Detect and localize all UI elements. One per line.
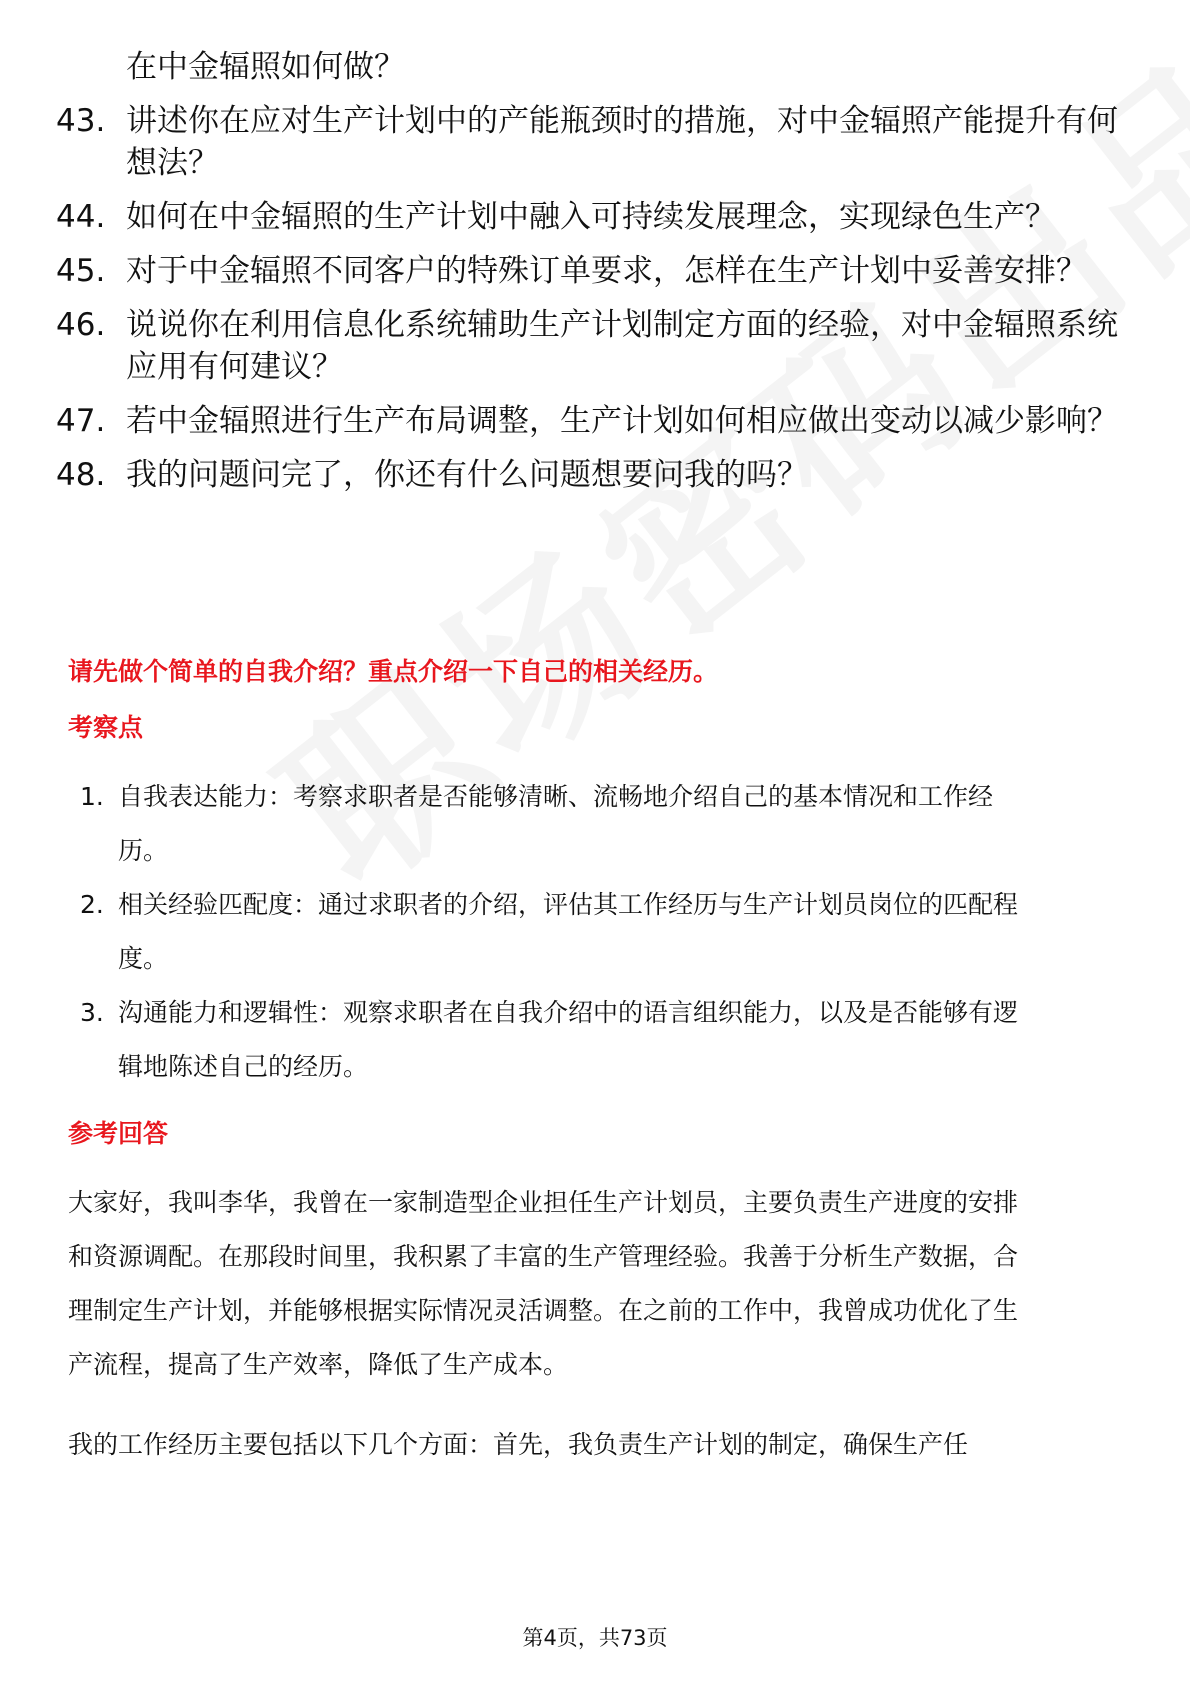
question-text: 若中金辐照进行生产布局调整，生产计划如何相应做出变动以减少影响？ xyxy=(126,403,1118,439)
question-number: 46. xyxy=(56,307,106,343)
point-number: 2. xyxy=(80,890,104,919)
point-item xyxy=(80,986,1040,1094)
section-title: 请先做个简单的自我介绍？重点介绍一下自己的相关经历。 xyxy=(68,657,719,686)
point-number: 1. xyxy=(80,782,104,811)
answer-paragraph-1: 大家好，我叫李华，我曾在一家制造型企业担任生产计划员，主要负责生产进度的安排和资源调配。在那段时间里，我积累了丰富的生产管理经验。我善于分析生产数据，合理制定生产计划，并能够根据实际情况灵活调整。在之前的工作中，我曾成功优化了生产流程，提高了生产效率，降低了生产成本。 xyxy=(68,1188,1019,1379)
question-item xyxy=(56,454,1136,496)
point-text: 自我表达能力：考察求职者是否能够清晰、流畅地介绍自己的基本情况和工作经历。 xyxy=(118,782,994,865)
question-item xyxy=(56,250,1136,292)
question-text: 对于中金辐照不同客户的特殊订单要求，怎样在生产计划中妥善安排？ xyxy=(126,253,1087,289)
question-item xyxy=(56,400,1136,442)
point-number: 3. xyxy=(80,998,104,1027)
question-text: 说说你在利用信息化系统辅助生产计划制定方面的经验，对中金辐照系统应用有何建议？ xyxy=(126,307,1118,385)
question-item xyxy=(56,196,1136,238)
question-text: 讲述你在应对生产计划中的产能瓶颈时的措施，对中金辐照产能提升有何想法？ xyxy=(126,103,1118,181)
question-42-continued: 在中金辐照如何做？ xyxy=(126,49,405,85)
question-number: 45. xyxy=(56,253,106,289)
point-item xyxy=(80,878,1040,986)
question-item xyxy=(56,304,1136,388)
point-text: 相关经验匹配度：通过求职者的介绍，评估其工作经历与生产计划员岗位的匹配程度。 xyxy=(118,890,1019,973)
question-text: 如何在中金辐照的生产计划中融入可持续发展理念，实现绿色生产？ xyxy=(126,199,1056,235)
point-text: 沟通能力和逻辑性：观察求职者在自我介绍中的语言组织能力，以及是否能够有逻辑地陈述自己的经历。 xyxy=(118,998,1019,1081)
question-item xyxy=(56,100,1136,184)
question-text: 我的问题问完了，你还有什么问题想要问我的吗？ xyxy=(126,457,808,493)
question-number: 48. xyxy=(56,457,106,493)
points-heading: 考察点 xyxy=(68,713,144,742)
page-number: 第4页，共73页 xyxy=(522,1626,668,1650)
question-number: 43. xyxy=(56,103,106,139)
question-number: 47. xyxy=(56,403,106,439)
points-list xyxy=(80,770,1040,1094)
question-number: 44. xyxy=(56,199,106,235)
answer-paragraph-2: 我的工作经历主要包括以下几个方面：首先，我负责生产计划的制定，确保生产任 xyxy=(68,1430,969,1459)
answer-heading: 参考回答 xyxy=(68,1119,169,1148)
point-item xyxy=(80,770,1040,878)
question-list xyxy=(56,46,1136,508)
